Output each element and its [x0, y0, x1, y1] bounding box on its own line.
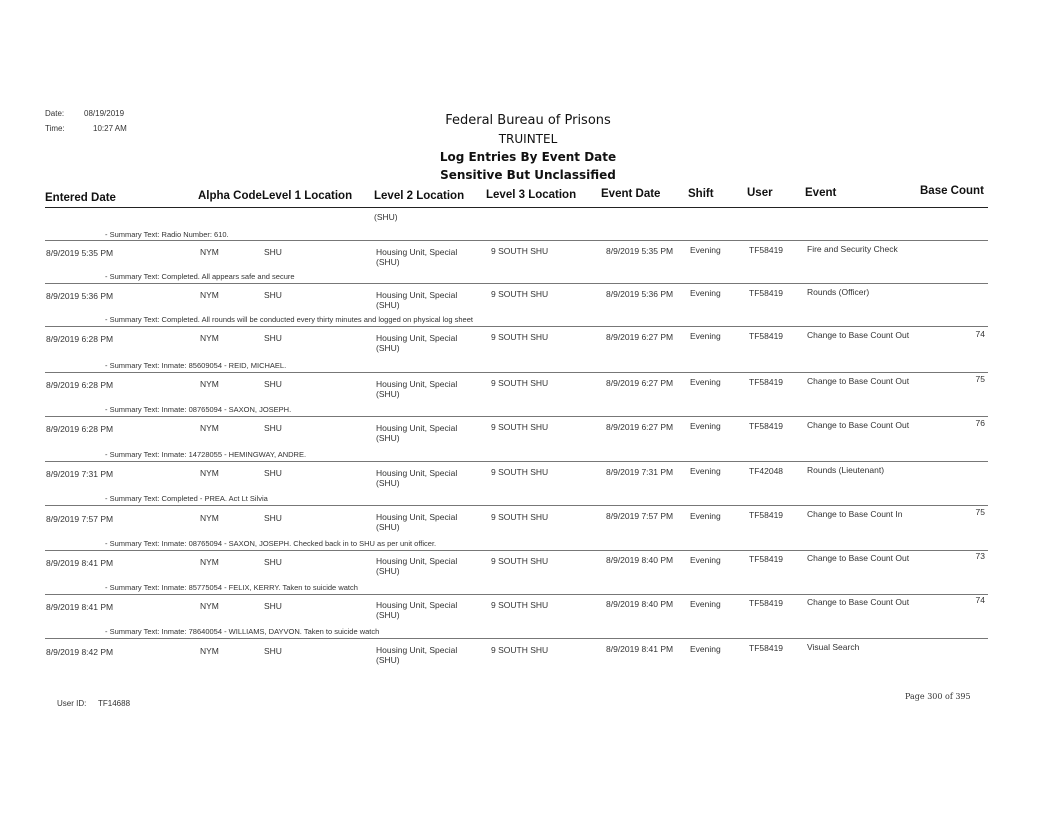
level2-location: Housing Unit, Special (SHU) [376, 512, 458, 532]
time-label: Time: [45, 124, 65, 133]
row-divider [45, 326, 988, 327]
level1-location: SHU [264, 513, 282, 523]
time-value: 10:27 AM [93, 124, 127, 133]
event-name: Change to Base Count In [807, 509, 903, 519]
carryover-level2: (SHU) [374, 212, 398, 222]
entered-date: 8/9/2019 6:28 PM [46, 334, 114, 344]
footer-user-id-label: User ID: [57, 699, 87, 708]
shift: Evening [690, 511, 721, 521]
col-shift: Shift [688, 188, 714, 200]
level3-location: 9 SOUTH SHU [491, 556, 549, 566]
level3-location: 9 SOUTH SHU [491, 289, 549, 299]
base-count: 75 [975, 507, 985, 517]
date-value: 08/19/2019 [84, 109, 125, 118]
level2-location: Housing Unit, Special (SHU) [376, 379, 458, 399]
row-divider [45, 505, 988, 506]
alpha-code: NYM [200, 557, 219, 567]
alpha-code: NYM [200, 247, 219, 257]
user-id: TF58419 [749, 554, 784, 564]
alpha-code: NYM [200, 468, 219, 478]
row-divider [45, 240, 988, 241]
summary-text: - Summary Text: Inmate: 14728055 - HEMINGWAY, ANDRE. [105, 450, 307, 459]
shift: Evening [690, 555, 721, 565]
alpha-code: NYM [200, 333, 219, 343]
level1-location: SHU [264, 423, 282, 433]
col-event-date: Event Date [601, 188, 661, 200]
shift: Evening [690, 288, 721, 298]
entered-date: 8/9/2019 5:35 PM [46, 248, 114, 258]
level1-location: SHU [264, 468, 282, 478]
summary-text: - Summary Text: Inmate: 08765094 - SAXON, JOSEPH. Checked back in to SHU as per unit officer. [105, 539, 437, 548]
event-name: Fire and Security Check [807, 244, 898, 254]
level2-location: Housing Unit, Special (SHU) [376, 333, 458, 353]
level3-location: 9 SOUTH SHU [491, 645, 549, 655]
shift: Evening [690, 245, 721, 255]
event-date: 8/9/2019 8:40 PM [606, 599, 674, 609]
col-event: Event [805, 187, 837, 199]
shift: Evening [690, 644, 721, 654]
level1-location: SHU [264, 646, 282, 656]
event-date: 8/9/2019 8:41 PM [606, 644, 674, 654]
alpha-code: NYM [200, 646, 219, 656]
report-classification: Sensitive But Unclassified [440, 168, 616, 182]
shift: Evening [690, 599, 721, 609]
level2-location: Housing Unit, Special (SHU) [376, 247, 458, 267]
entered-date: 8/9/2019 8:41 PM [46, 558, 114, 568]
event-name: Rounds (Lieutenant) [807, 465, 885, 475]
summary-text: - Summary Text: Completed - PREA. Act Lt Silvia [105, 494, 268, 503]
user-id: TF58419 [749, 510, 784, 520]
row-divider [45, 638, 988, 639]
entered-date: 8/9/2019 5:36 PM [46, 291, 114, 301]
report-system: TRUINTEL [498, 132, 558, 146]
user-id: TF58419 [749, 245, 784, 255]
summary-text: - Summary Text: Inmate: 78640054 - WILLIAMS, DAYVON. Taken to suicide watch [105, 627, 380, 636]
header-divider [45, 207, 988, 208]
level3-location: 9 SOUTH SHU [491, 332, 549, 342]
level1-location: SHU [264, 247, 282, 257]
level2-location: Housing Unit, Special (SHU) [376, 468, 458, 488]
user-id: TF58419 [749, 643, 784, 653]
event-date: 8/9/2019 5:35 PM [606, 246, 674, 256]
base-count: 74 [975, 595, 985, 605]
level3-location: 9 SOUTH SHU [491, 600, 549, 610]
level1-location: SHU [264, 290, 282, 300]
col-alpha-code: Alpha Code [198, 190, 262, 202]
row-divider [45, 416, 988, 417]
entered-date: 8/9/2019 6:28 PM [46, 380, 114, 390]
summary-text: - Summary Text: Completed. All appears safe and secure [105, 272, 295, 281]
event-name: Change to Base Count Out [807, 553, 910, 563]
event-name: Change to Base Count Out [807, 376, 910, 386]
carryover-summary: - Summary Text: Radio Number: 610. [105, 230, 229, 239]
level1-location: SHU [264, 601, 282, 611]
shift: Evening [690, 331, 721, 341]
row-divider [45, 594, 988, 595]
shift: Evening [690, 377, 721, 387]
event-date: 8/9/2019 8:40 PM [606, 555, 674, 565]
alpha-code: NYM [200, 601, 219, 611]
level1-location: SHU [264, 557, 282, 567]
user-id: TF58419 [749, 331, 784, 341]
event-name: Change to Base Count Out [807, 330, 910, 340]
col-level3-location: Level 3 Location [486, 189, 577, 201]
base-count: 75 [975, 374, 985, 384]
base-count: 76 [975, 418, 985, 428]
level2-location: Housing Unit, Special (SHU) [376, 645, 458, 665]
level2-location: Housing Unit, Special (SHU) [376, 556, 458, 576]
entered-date: 8/9/2019 7:57 PM [46, 514, 114, 524]
level1-location: SHU [264, 379, 282, 389]
summary-text: - Summary Text: Inmate: 85775054 - FELIX, KERRY. Taken to suicide watch [105, 583, 358, 592]
event-date: 8/9/2019 5:36 PM [606, 289, 674, 299]
alpha-code: NYM [200, 513, 219, 523]
row-divider [45, 461, 988, 462]
shift: Evening [690, 466, 721, 476]
event-name: Rounds (Officer) [807, 287, 870, 297]
level2-location: Housing Unit, Special (SHU) [376, 290, 458, 310]
summary-text: - Summary Text: Completed. All rounds will be conducted every thirty minutes and logged on physical log sheet [105, 315, 473, 324]
user-id: TF58419 [749, 421, 784, 431]
entered-date: 8/9/2019 7:31 PM [46, 469, 114, 479]
user-id: TF58419 [749, 377, 784, 387]
report-agency: Federal Bureau of Prisons [445, 113, 611, 128]
row-divider [45, 550, 988, 551]
event-name: Visual Search [807, 642, 860, 652]
event-date: 8/9/2019 7:57 PM [606, 511, 674, 521]
col-base-count: Base Count [920, 185, 984, 197]
row-divider [45, 372, 988, 373]
level3-location: 9 SOUTH SHU [491, 422, 549, 432]
summary-text: - Summary Text: Inmate: 08765094 - SAXON, JOSEPH. [105, 405, 292, 414]
alpha-code: NYM [200, 423, 219, 433]
level2-location: Housing Unit, Special (SHU) [376, 600, 458, 620]
event-date: 8/9/2019 6:27 PM [606, 378, 674, 388]
level1-location: SHU [264, 333, 282, 343]
page-number: Page 300 of 395 [905, 692, 971, 701]
level3-location: 9 SOUTH SHU [491, 512, 549, 522]
row-divider [45, 283, 988, 284]
entered-date: 8/9/2019 6:28 PM [46, 424, 114, 434]
alpha-code: NYM [200, 290, 219, 300]
user-id: TF58419 [749, 598, 784, 608]
alpha-code: NYM [200, 379, 219, 389]
level3-location: 9 SOUTH SHU [491, 246, 549, 256]
entered-date: 8/9/2019 8:42 PM [46, 647, 114, 657]
event-date: 8/9/2019 6:27 PM [606, 422, 674, 432]
user-id: TF58419 [749, 288, 784, 298]
user-id: TF42048 [749, 466, 784, 476]
footer-user-id-value: TF14688 [98, 699, 131, 708]
level3-location: 9 SOUTH SHU [491, 467, 549, 477]
base-count: 74 [975, 329, 985, 339]
col-level2-location: Level 2 Location [374, 190, 465, 202]
event-date: 8/9/2019 6:27 PM [606, 332, 674, 342]
event-name: Change to Base Count Out [807, 597, 910, 607]
event-name: Change to Base Count Out [807, 420, 910, 430]
summary-text: - Summary Text: Inmate: 85609054 - REID, MICHAEL. [105, 361, 287, 370]
shift: Evening [690, 421, 721, 431]
level2-location: Housing Unit, Special (SHU) [376, 423, 458, 443]
entered-date: 8/9/2019 8:41 PM [46, 602, 114, 612]
col-entered-date: Entered Date [45, 192, 116, 204]
col-level1-location: Level 1 Location [262, 190, 353, 202]
date-label: Date: [45, 109, 65, 118]
event-date: 8/9/2019 7:31 PM [606, 467, 674, 477]
level3-location: 9 SOUTH SHU [491, 378, 549, 388]
col-user: User [747, 187, 773, 199]
report-title: Log Entries By Event Date [439, 150, 617, 164]
base-count: 73 [975, 551, 985, 561]
